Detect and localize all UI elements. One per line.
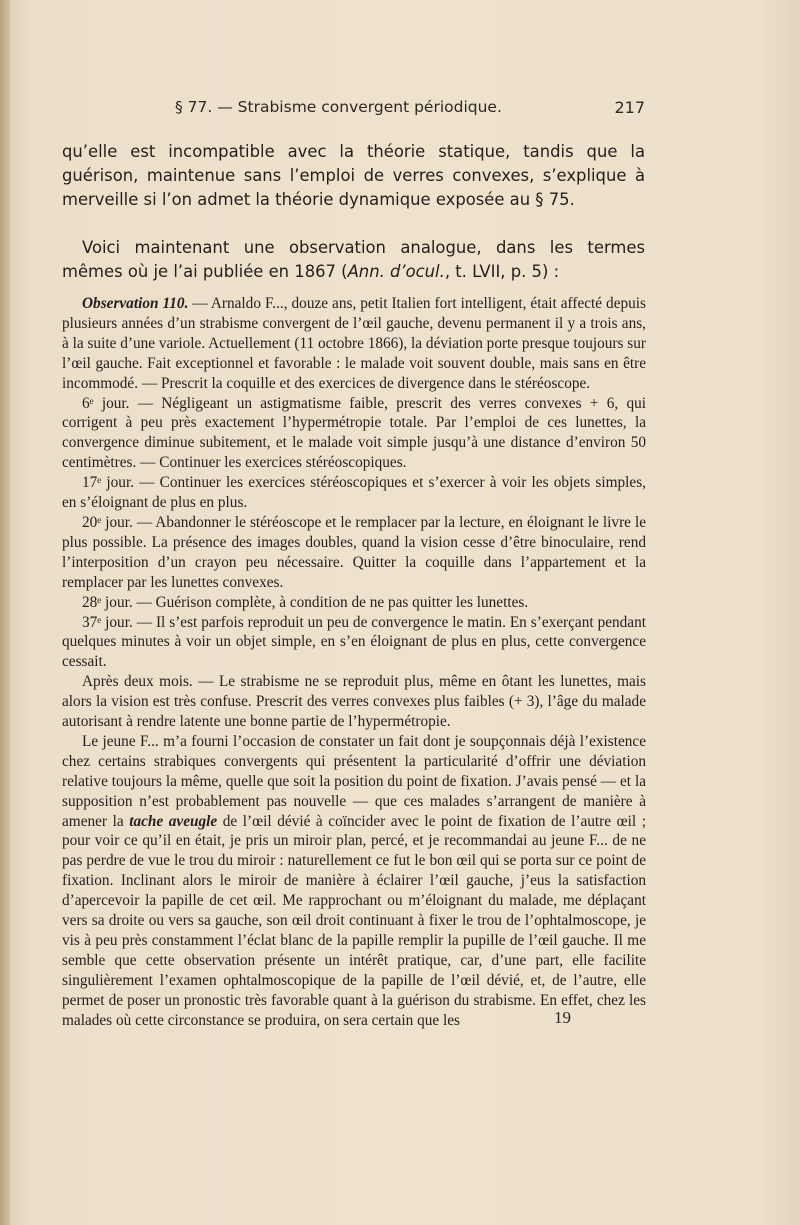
discussion-text: Le jeune F... m’a fourni l’occasion de constater un fait dont je soupçonnais déjà l’existence chez certains strabiques convergents qui présentent la particularité d’offrir une déviation relative toujours la même, quelle que soit la position du point de fixation. J’avais pensé — et la supposition n’est probablement pas nouvelle — que ces malades s’arrangent de manière à amener la (62, 732, 646, 830)
observation-after-two-months: Après deux mois. — Le strabisme ne se reproduit plus, même en ôtant les lunettes, mais alors la vision est très confuse. Prescrit des verres convexes plus faibles (+ 3), l’âge du malade autorisant à rendre latente une bonne partie de l’hypermétropie. (62, 673, 646, 731)
page-number: 217 (614, 98, 645, 117)
observation-day-6: 6ᵉ jour. — Négligeant un astigmatisme faible, prescrit des verres convexes + 6, qui corrigent à peu près exactement l’hypermétropie totale. Par l’emploi de ces lunettes, la convergence diminue subitement, et le malade voit simple jusqu’à une distance d’environ 50 centimètres. — Continuer les exercices stéréoscopiques. (62, 394, 646, 472)
page-header (80, 98, 645, 124)
observation-day-20: 20ᵉ jour. — Abandonner le stéréoscope et le remplacer par la lecture, en éloignant le livre le plus possible. La présence des images doubles, quand la vision cesse d’être binoculaire, rend l’interposition d’un crayon peu nécessaire. Quitter la coquille dans l’appartement et la remplacer par les lunettes convexes. (62, 513, 646, 591)
intro-text-end: , t. LVII, p. 5) : (444, 262, 560, 281)
observation-intro: — Arnaldo F..., douze ans, petit Italien fort intelligent, était affecté depuis plusieurs années d’un strabisme convergent de l’œil gauche, devenu permanent il y a trois ans, à la suite d’une variole. Actuellement (11 octobre 1866), la déviation porte presque toujours sur l’œil gauche. Fait exceptionnel et favorable : le malade voit souvent double, mais sans en être incommodé. — Prescrit la coquille et des exercices de divergence dans le stéréoscope. (62, 295, 646, 392)
observation-entry (62, 294, 646, 394)
observation-block (62, 294, 646, 1031)
journal-citation: Ann. d’ocul. (347, 262, 445, 281)
observation-title: Observation 110. (82, 295, 189, 312)
observation-day-28: 28ᵉ jour. — Guérison complète, à condition de ne pas quitter les lunettes. (82, 593, 529, 611)
page-binding-edge (0, 0, 10, 1225)
signature-mark: 19 (554, 1008, 571, 1027)
running-title: § 77. — Strabisme convergent périodique. (175, 98, 502, 116)
observation-day-37: 37ᵉ jour. — Il s’est parfois reproduit un peu de convergence le matin. En s’exerçant pendant quelques minutes à voir un objet simple, en s’en éloignant de plus en plus, cette convergence cessait. (62, 613, 646, 671)
intro-text: Voici maintenant une observation analogue, dans les termes mêmes où je l’ai publiée en 1867 ( (62, 238, 645, 281)
blind-spot-term: tache aveugle (129, 812, 218, 830)
paragraph-observation-intro (62, 236, 645, 284)
observation-discussion (62, 732, 646, 1031)
discussion-text-continued: de l’œil dévié à coïncider avec le point de fixation de l’autre œil ; pour voir ce qu’il en était, je pris un miroir plan, percé, et je recommandai au jeune F... de ne pas perdre de vue le trou du miroir : naturellement ce fut le bon œil qui se porta sur ce point de fixation. Inclinant alors le miroir de manière à éclairer l’œil gauche, j’eus la satisfaction d’apercevoir la papille de cet œil. Me rapprochant ou m’éloignant du malade, me déplaçant vers sa droite ou vers sa gauche, son œil droit continuant à fixer le trou de l’ophtalmoscope, je vis à peu près constamment l’éclat blanc de la papille remplir la pupille de l’œil gauche. Il me semble que cette observation présente un intérêt pratique, car, d’une part, elle facilite singulièrement l’examen ophtalmoscopique de la papille de l’œil dévié, et, de l’autre, elle permet de poser un pronostic très favorable quant à la guérison du strabisme. En effet, chez les malades où cette circonstance se produira, on sera certain que les (62, 812, 647, 1029)
paragraph-continuation: qu’elle est incompatible avec la théorie statique, tandis que la guérison, maintenue sans l’emploi de verres convexes, s’explique à merveille si l’on admet la théorie dynamique exposée au § 75. (62, 142, 645, 209)
observation-day-17: 17ᵉ jour. — Continuer les exercices stéréoscopiques et s’exercer à voir les objets simples, en s’éloignant de plus en plus. (62, 474, 646, 512)
